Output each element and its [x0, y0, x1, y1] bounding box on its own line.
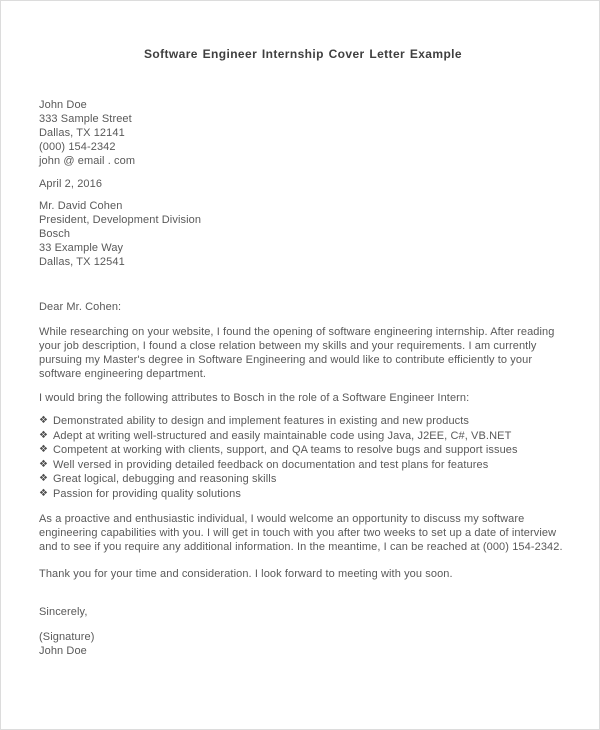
sender-name: John Doe	[39, 99, 87, 111]
list-item	[39, 458, 567, 473]
document-title: Software Engineer Internship Cover Letter Example	[143, 47, 462, 61]
recipient-title: President, Development Division	[39, 214, 202, 226]
list-item	[39, 429, 567, 444]
list-item-text: Competent at working with clients, support, and QA teams to resolve bugs and support issues	[53, 444, 518, 456]
paragraph-thanks: Thank you for your time and consideration. I look forward to meeting with you soon.	[39, 568, 453, 580]
paragraph-closing: As a proactive and enthusiastic individual, I would welcome an opportunity to discuss my software engineering capabilities with you. I will get in touch with you after two weeks to set up a date of interview and to see if you require any additional information. In the meantime, I can be reached at (000) 154-2342.	[39, 513, 563, 553]
diamond-bullet-icon: ❖	[39, 429, 49, 441]
sender-email: john @ email . com	[39, 155, 136, 167]
diamond-bullet-icon: ❖	[39, 444, 49, 455]
list-item-text: Passion for providing quality solutions	[53, 487, 241, 500]
sender-city: Dallas, TX 12141	[39, 127, 125, 139]
diamond-bullet-icon: ❖	[39, 473, 49, 484]
letter-date: April 2, 2016	[39, 178, 103, 190]
recipient-name: Mr. David Cohen	[39, 200, 123, 212]
list-item	[39, 414, 567, 429]
recipient-company: Bosch	[39, 228, 71, 240]
list-item	[39, 443, 567, 458]
signature-placeholder: (Signature)	[39, 631, 95, 643]
closing-valediction: Sincerely,	[39, 606, 88, 618]
sender-phone: (000) 154-2342	[39, 141, 116, 153]
diamond-bullet-icon: ❖	[39, 415, 49, 426]
signature-name: John Doe	[39, 645, 87, 657]
paragraph-intro: While researching on your website, I found the opening of software engineering internship. After reading your job description, I found a close relation between my skills and your requirements. I am currently pursuing my Master's degree in Software Engineering and would like to contribute efficiently to your software engineering department.	[39, 326, 555, 380]
list-item-text: Great logical, debugging and reasoning skills	[53, 473, 277, 485]
signature-block	[39, 630, 567, 658]
recipient-city: Dallas, TX 12541	[39, 256, 125, 268]
sender-street: 333 Sample Street	[39, 113, 132, 125]
list-item-text: Well versed in providing detailed feedback on documentation and test plans for features	[53, 458, 489, 471]
list-item-text: Demonstrated ability to design and implement features in existing and new products	[53, 415, 470, 427]
sender-address-block	[39, 98, 567, 168]
attributes-list	[39, 414, 567, 501]
salutation: Dear Mr. Cohen:	[39, 301, 122, 313]
recipient-address-block	[39, 199, 567, 269]
list-item-text: Adept at writing well-structured and easily maintainable code using Java, J2EE, C#, VB.NET	[53, 429, 512, 442]
list-item	[39, 472, 567, 487]
list-item	[39, 487, 567, 502]
diamond-bullet-icon: ❖	[39, 458, 49, 470]
diamond-bullet-icon: ❖	[39, 487, 49, 499]
recipient-street: 33 Example Way	[39, 242, 124, 254]
paragraph-attributes-lead: I would bring the following attributes to Bosch in the role of a Software Engineer Intern:	[39, 392, 470, 404]
